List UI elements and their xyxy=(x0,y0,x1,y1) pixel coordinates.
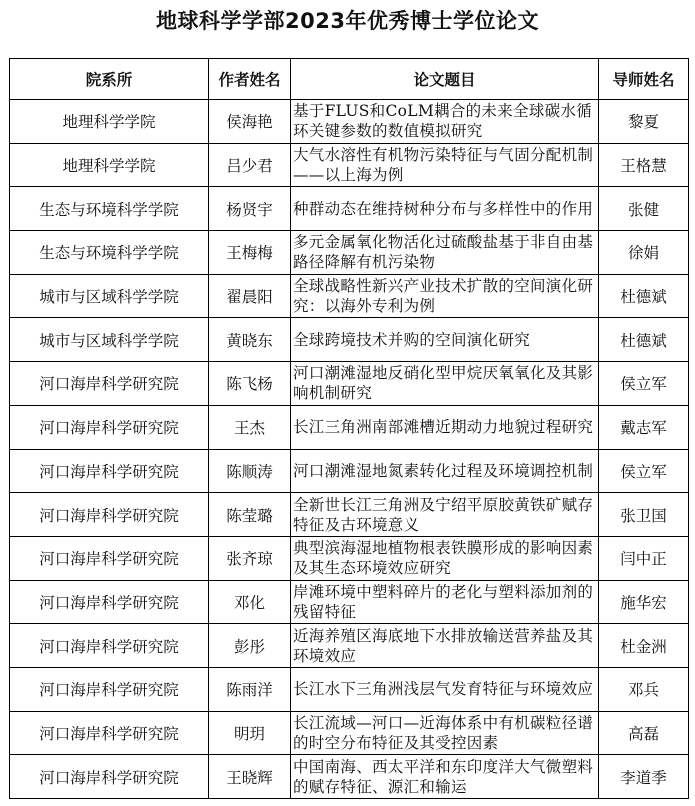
header-advisor: 导师姓名 xyxy=(599,59,689,100)
thesis-title-cell: 种群动态在维持树种分布与多样性中的作用 xyxy=(291,187,599,231)
thesis-title-cell: 全球跨境技术并购的空间演化研究 xyxy=(291,318,599,362)
thesis-title-cell: 近海养殖区海底地下水排放输送营养盐及其环境效应 xyxy=(291,624,599,668)
author-cell: 杨贤宇 xyxy=(209,187,291,231)
author-cell: 陈雨洋 xyxy=(209,667,291,711)
table-row xyxy=(10,318,689,362)
thesis-title-cell: 全新世长江三角洲及宁绍平原胶黄铁矿赋存特征及古环境意义 xyxy=(291,493,599,537)
thesis-title-cell: 基于FLUS和CoLM耦合的未来全球碳水循环关键参数的数值模拟研究 xyxy=(291,100,599,144)
header-thesis-title: 论文题目 xyxy=(291,59,599,100)
advisor-cell: 戴志军 xyxy=(599,405,689,449)
department-cell: 地理科学学院 xyxy=(10,143,209,187)
advisor-cell: 杜德斌 xyxy=(599,274,689,318)
author-cell: 张齐琼 xyxy=(209,536,291,580)
department-cell: 河口海岸科学研究院 xyxy=(10,711,209,755)
advisor-cell: 杜金洲 xyxy=(599,624,689,668)
table-row xyxy=(10,143,689,187)
department-cell: 地理科学学院 xyxy=(10,100,209,144)
header-author: 作者姓名 xyxy=(209,59,291,100)
author-cell: 彭彤 xyxy=(209,624,291,668)
department-cell: 河口海岸科学研究院 xyxy=(10,624,209,668)
thesis-title-cell: 中国南海、西太平洋和东印度洋大气微塑料的赋存特征、源汇和输运 xyxy=(291,755,599,799)
author-cell: 王梅梅 xyxy=(209,231,291,275)
table-row xyxy=(10,711,689,755)
table-row xyxy=(10,231,689,275)
author-cell: 陈飞杨 xyxy=(209,362,291,406)
advisor-cell: 高磊 xyxy=(599,711,689,755)
thesis-table xyxy=(9,58,689,799)
advisor-cell: 张健 xyxy=(599,187,689,231)
table-row xyxy=(10,187,689,231)
table-row xyxy=(10,274,689,318)
advisor-cell: 黎夏 xyxy=(599,100,689,144)
thesis-title-cell: 河口潮滩湿地反硝化型甲烷厌氧氧化及其影响机制研究 xyxy=(291,362,599,406)
department-cell: 河口海岸科学研究院 xyxy=(10,362,209,406)
advisor-cell: 徐娟 xyxy=(599,231,689,275)
advisor-cell: 杜德斌 xyxy=(599,318,689,362)
department-cell: 河口海岸科学研究院 xyxy=(10,755,209,799)
department-cell: 河口海岸科学研究院 xyxy=(10,493,209,537)
author-cell: 吕少君 xyxy=(209,143,291,187)
department-cell: 河口海岸科学研究院 xyxy=(10,449,209,493)
author-cell: 侯海艳 xyxy=(209,100,291,144)
table-row xyxy=(10,100,689,144)
advisor-cell: 邓兵 xyxy=(599,667,689,711)
table-row xyxy=(10,449,689,493)
page-title: 地球科学学部2023年优秀博士学位论文 xyxy=(156,9,539,33)
thesis-title-cell: 长江水下三角洲浅层气发育特征与环境效应 xyxy=(291,667,599,711)
advisor-cell: 王格慧 xyxy=(599,143,689,187)
table-row xyxy=(10,536,689,580)
thesis-title-cell: 长江三角洲南部滩槽近期动力地貌过程研究 xyxy=(291,405,599,449)
advisor-cell: 侯立军 xyxy=(599,449,689,493)
header-department: 院系所 xyxy=(10,59,209,100)
author-cell: 翟晨阳 xyxy=(209,274,291,318)
author-cell: 明玥 xyxy=(209,711,291,755)
table-row xyxy=(10,362,689,406)
advisor-cell: 侯立军 xyxy=(599,362,689,406)
author-cell: 黄晓东 xyxy=(209,318,291,362)
department-cell: 河口海岸科学研究院 xyxy=(10,580,209,624)
table-row xyxy=(10,667,689,711)
department-cell: 城市与区域科学学院 xyxy=(10,318,209,362)
author-cell: 陈莹璐 xyxy=(209,493,291,537)
thesis-title-cell: 岸滩环境中塑料碎片的老化与塑料添加剂的残留特征 xyxy=(291,580,599,624)
table-body xyxy=(10,100,689,799)
thesis-title-cell: 大气水溶性有机物污染特征与气固分配机制——以上海为例 xyxy=(291,143,599,187)
advisor-cell: 施华宏 xyxy=(599,580,689,624)
thesis-title-cell: 多元金属氧化物活化过硫酸盐基于非自由基路径降解有机污染物 xyxy=(291,231,599,275)
department-cell: 河口海岸科学研究院 xyxy=(10,536,209,580)
table-row xyxy=(10,493,689,537)
department-cell: 生态与环境科学学院 xyxy=(10,187,209,231)
thesis-title-cell: 长江流域—河口—近海体系中有机碳粒径谱的时空分布特征及其受控因素 xyxy=(291,711,599,755)
advisor-cell: 张卫国 xyxy=(599,493,689,537)
thesis-title-cell: 河口潮滩湿地氮素转化过程及环境调控机制 xyxy=(291,449,599,493)
table-row xyxy=(10,624,689,668)
author-cell: 邓化 xyxy=(209,580,291,624)
thesis-title-cell: 全球战略性新兴产业技术扩散的空间演化研究：以海外专利为例 xyxy=(291,274,599,318)
table-row xyxy=(10,755,689,799)
advisor-cell: 李道季 xyxy=(599,755,689,799)
table-row xyxy=(10,405,689,449)
department-cell: 河口海岸科学研究院 xyxy=(10,405,209,449)
table-header-row xyxy=(10,59,689,100)
table-row xyxy=(10,580,689,624)
author-cell: 王晓辉 xyxy=(209,755,291,799)
author-cell: 陈顺涛 xyxy=(209,449,291,493)
thesis-title-cell: 典型滨海湿地植物根表铁膜形成的影响因素及其生态环境效应研究 xyxy=(291,536,599,580)
department-cell: 城市与区域科学学院 xyxy=(10,274,209,318)
department-cell: 河口海岸科学研究院 xyxy=(10,667,209,711)
department-cell: 生态与环境科学学院 xyxy=(10,231,209,275)
advisor-cell: 闫中正 xyxy=(599,536,689,580)
author-cell: 王杰 xyxy=(209,405,291,449)
